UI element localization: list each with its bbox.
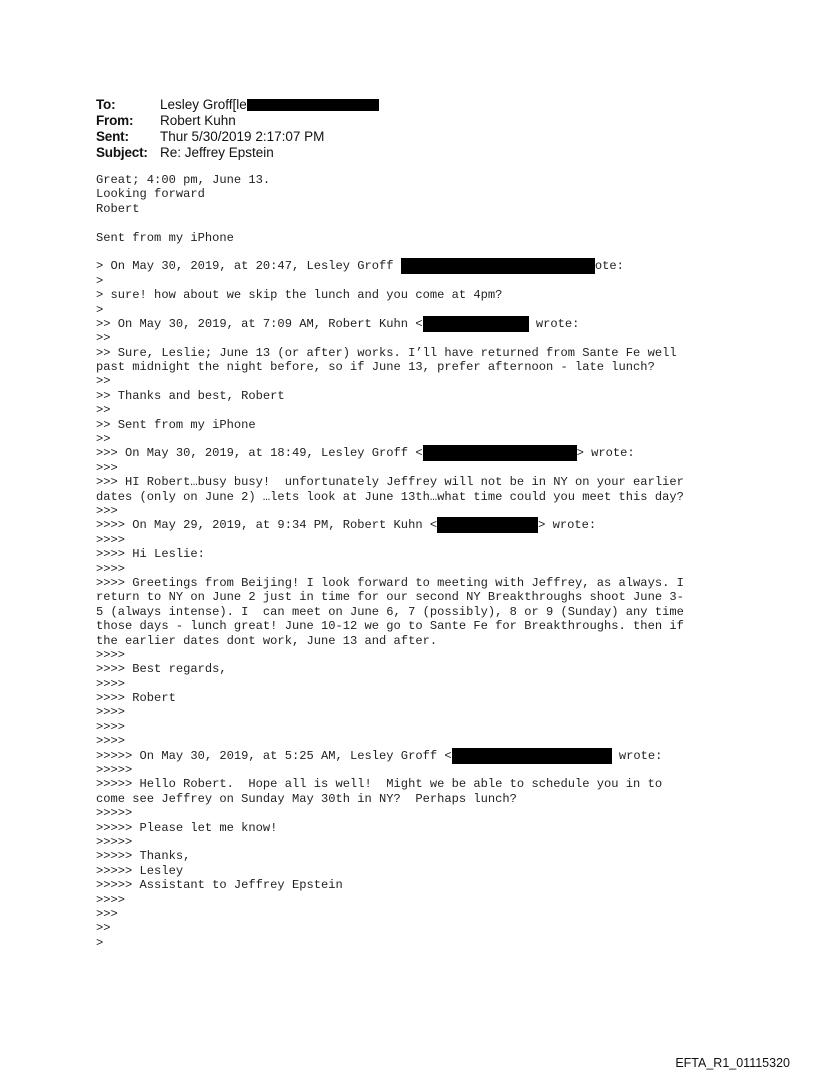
body-line-redacted (96, 518, 684, 532)
body-line-redacted (96, 317, 684, 331)
body-line: >>>>> Hello Robert. Hope all is well! Might we be able to schedule you in to (96, 777, 663, 792)
to-label: To: (96, 97, 116, 112)
redaction-bar (423, 445, 577, 461)
body-line: >>>> (96, 532, 126, 547)
body-line: > (96, 302, 104, 317)
body-line: return to NY on June 2 just in time for our second NY Breakthroughs shoot June 3- (96, 590, 684, 605)
redaction-bar (452, 748, 612, 764)
body-line: >>>> (96, 734, 126, 749)
quote-header-text: >>>> On May 29, 2019, at 9:34 PM, Robert Kuhn < (96, 518, 438, 533)
subject-label: Subject: (96, 145, 148, 160)
body-line: >>>>> (96, 806, 133, 821)
body-line: >> (96, 432, 111, 447)
body-line: >>>>> (96, 763, 133, 778)
body-line: > (96, 273, 104, 288)
body-line: >> Sent from my iPhone (96, 417, 256, 432)
body-line: >>>> (96, 719, 126, 734)
body-line: Great; 4:00 pm, June 13. (96, 173, 271, 187)
body-line: Sent from my iPhone (96, 230, 234, 245)
body-line (96, 216, 684, 230)
redaction-bar (437, 517, 538, 533)
quote-header-tail: > wrote: (538, 518, 597, 533)
body-line: >>>> Best regards, (96, 662, 227, 677)
body-line: the earlier dates dont work, June 13 and after. (96, 633, 438, 648)
body-line: past midnight the night before, so if June 13, prefer afternoon - late lunch? (96, 360, 655, 375)
body-line: > sure! how about we skip the lunch and you come at 4pm? (96, 288, 503, 303)
body-line: >> (96, 374, 111, 389)
body-line (96, 245, 684, 259)
body-line: >>>>> Assistant to Jeffrey Epstein (96, 878, 343, 893)
body-line: >> (96, 403, 111, 418)
body-line: >>> (96, 503, 118, 518)
quote-header-text: > On May 30, 2019, at 20:47, Lesley Groff (96, 259, 401, 274)
from-value: Robert Kuhn (160, 113, 236, 128)
sent-value: Thur 5/30/2019 2:17:07 PM (160, 129, 325, 144)
body-line: >>> (96, 460, 118, 475)
body-line: >>>> (96, 705, 126, 720)
body-line: those days - lunch great! June 10-12 we go to Sante Fe for Breakthroughs. then if (96, 619, 684, 634)
body-line: > (96, 935, 104, 950)
redaction-bar (401, 258, 595, 274)
body-line: >> Sure, Leslie; June 13 (or after) works. I’ll have returned from Sante Fe well (96, 345, 677, 360)
body-line: >>>> Robert (96, 691, 176, 706)
body-line: >>>>> Thanks, (96, 849, 191, 864)
email-body (96, 173, 684, 950)
from-label: From: (96, 113, 134, 128)
body-line: >>>> (96, 561, 126, 576)
body-line: >>>> (96, 647, 126, 662)
body-line: >> (96, 921, 111, 936)
body-line-redacted (96, 749, 684, 763)
to-value-text: Lesley Groff[le (160, 97, 247, 112)
quote-header-text: >> On May 30, 2019, at 7:09 AM, Robert Kuhn < (96, 316, 423, 331)
redaction-bar (423, 316, 529, 332)
quote-header-tail: wrote: (528, 316, 580, 331)
subject-value: Re: Jeffrey Epstein (160, 145, 274, 160)
body-line: >>>> (96, 892, 126, 907)
quote-header-tail: > wrote: (576, 446, 635, 461)
body-line: 5 (always intense). I can meet on June 6, 7 (possibly), 8 or 9 (Sunday) any time (96, 604, 684, 619)
body-line-redacted (96, 259, 684, 273)
body-line: >> Thanks and best, Robert (96, 388, 285, 403)
quote-header-text: >>>>> On May 30, 2019, at 5:25 AM, Lesley Groff < (96, 748, 452, 763)
body-line: Robert (96, 201, 140, 216)
body-line: >> (96, 331, 111, 346)
quote-header-text: >>> On May 30, 2019, at 18:49, Lesley Groff < (96, 446, 423, 461)
body-line: dates (only on June 2) …lets look at June 13th…what time could you meet this day? (96, 489, 684, 504)
body-line: >>>> Hi Leslie: (96, 547, 205, 562)
body-line: >>> (96, 906, 118, 921)
redaction-bar (247, 99, 379, 111)
body-line: >>>> Greetings from Beijing! I look forward to meeting with Jeffrey, as always. I (96, 575, 684, 590)
to-value (160, 97, 379, 113)
quote-header-tail: wrote: (611, 748, 663, 763)
body-line: >>>>> Lesley (96, 863, 184, 878)
sent-label: Sent: (96, 129, 129, 144)
document-id: EFTA_R1_01115320 (675, 1056, 790, 1070)
body-line: >>>> (96, 676, 126, 691)
body-line: >>>>> Please let me know! (96, 820, 278, 835)
body-line: >>>>> (96, 834, 133, 849)
quote-header-tail: ote: (594, 259, 624, 274)
body-line: >>> HI Robert…busy busy! unfortunately Jeffrey will not be in NY on your earlier (96, 475, 684, 490)
body-line: Looking forward (96, 187, 205, 202)
body-line: come see Jeffrey on Sunday May 30th in NY? Perhaps lunch? (96, 791, 517, 806)
body-line-redacted (96, 446, 684, 460)
